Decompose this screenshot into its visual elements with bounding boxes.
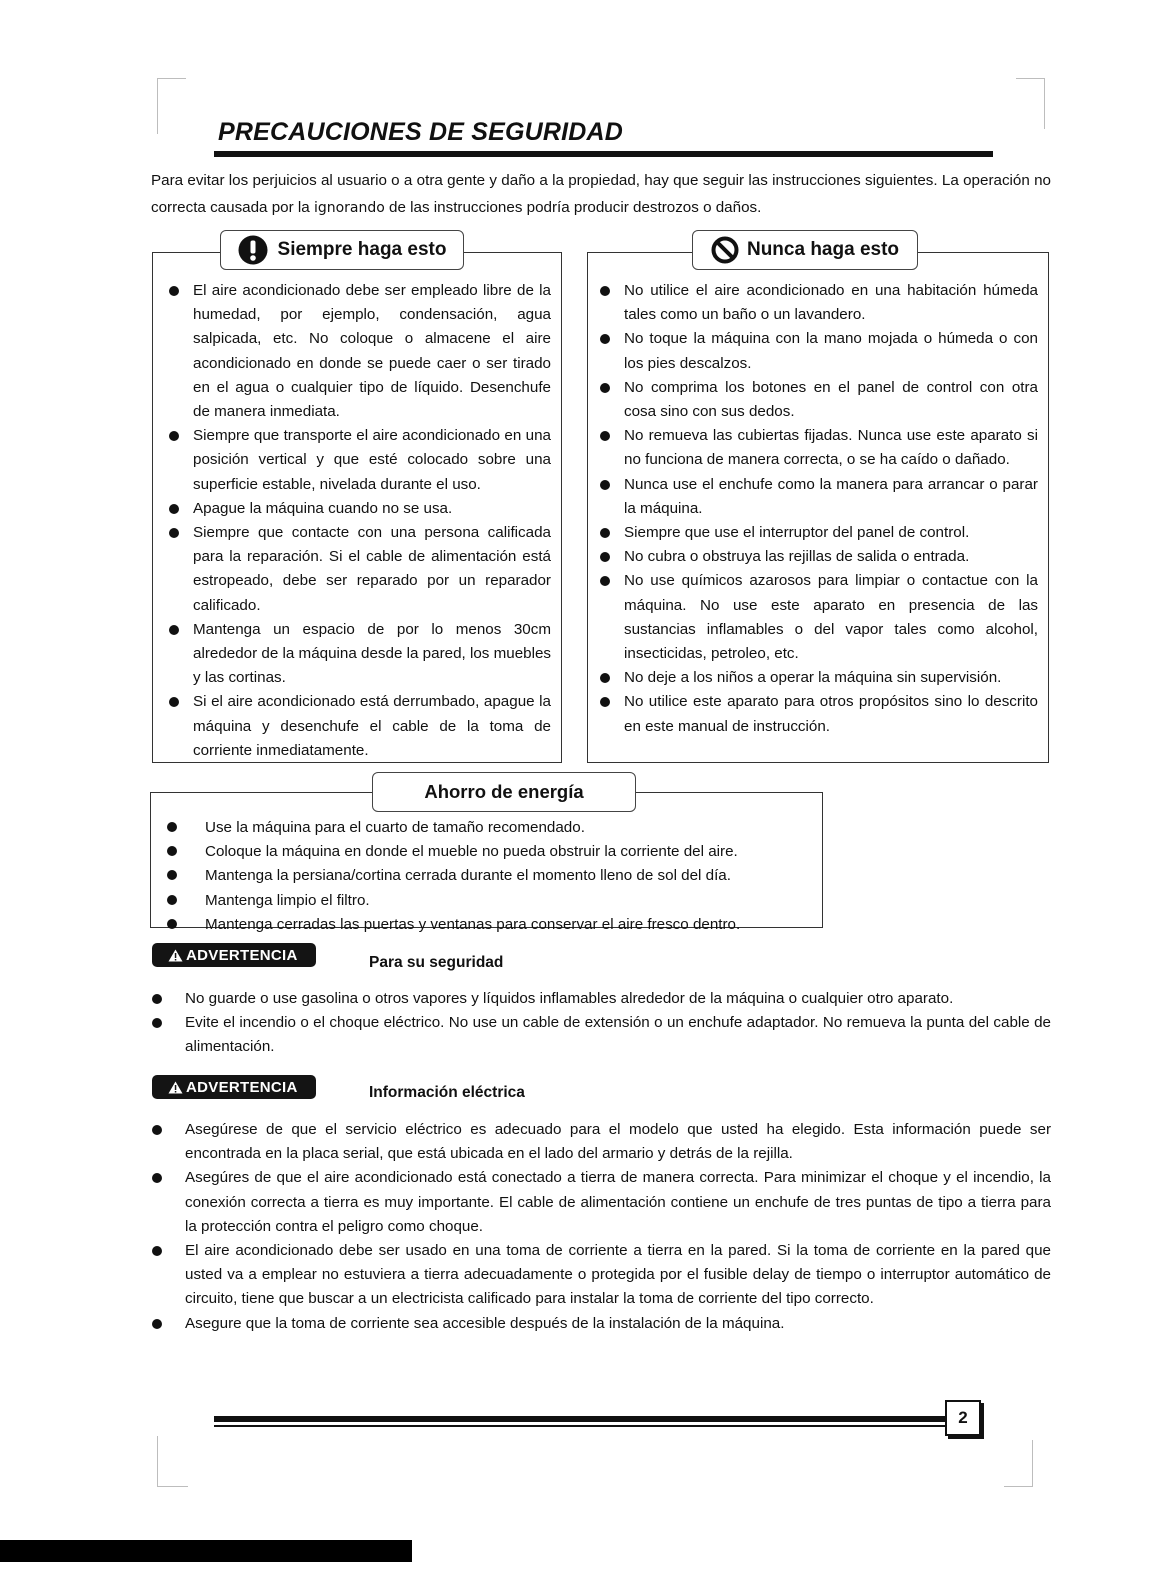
never-box (587, 252, 1049, 763)
warning-heading-electrical: Información eléctrica (369, 1084, 525, 1101)
always-list (165, 279, 551, 763)
always-box-title-text: Siempre haga esto (277, 239, 447, 260)
list-item: Mantenga cerradas las puertas y ventanas para conservar el aire fresco dentro. (163, 913, 813, 937)
page-title: PRECAUCIONES DE SEGURIDAD (218, 118, 624, 146)
list-item: Evite el incendio o el choque eléctrico. No use un cable de extensión o un enchufe adaptador. No remueva la punta del cable de alimentación. (152, 1011, 1051, 1059)
always-box (152, 252, 562, 763)
intro-text-before: Para evitar los perjuicios al usuario o a otra gente y daño a la propiedad, hay que seguir las instrucciones siguientes. La operación no correcta causada por la (151, 172, 1051, 216)
energy-box-title (372, 772, 636, 812)
list-item: No comprima los botones en el panel de control con otra cosa sino con sus dedos. (596, 376, 1038, 424)
list-item: No toque la máquina con la mano mojada o húmeda o con los pies descalzos. (596, 327, 1038, 375)
list-item: No utilice este aparato para otros propósitos sino lo descrito en este manual de instrucción. (596, 690, 1038, 738)
never-list (596, 279, 1038, 739)
list-item: No guarde o use gasolina o otros vapores y líquidos inflamables alrededor de la máquina o cualquier otro aparato. (152, 987, 1051, 1011)
crop-mark-bottom-right (1004, 1440, 1033, 1487)
list-item: El aire acondicionado debe ser empleado libre de la humedad, por ejemplo, condensación, agua salpicada, etc. No coloque o almacene el aire acondicionado en donde se puede caer o ser tirado en el agua o cualquier tipo de líquido. Desenchufe de manera inmediata. (165, 279, 551, 424)
warning-badge (152, 943, 316, 967)
list-item: Mantenga un espacio de por lo menos 30cm alrededor de la máquina desde la pared, los muebles y las cortinas. (165, 618, 551, 691)
prohibited-icon (711, 236, 739, 264)
warning-heading-safety: Para su seguridad (369, 954, 504, 971)
footer-rule (214, 1416, 947, 1422)
intro-text-after: de las instrucciones podría producir destrozos o daños. (384, 199, 762, 216)
list-item: Siempre que transporte el aire acondicionado en una posición vertical y que esté colocado sobre una superficie estable, nivelada durante el uso. (165, 424, 551, 497)
warning-triangle-icon (168, 949, 183, 962)
footer-rule-thin (214, 1425, 947, 1427)
crop-mark-top-left (157, 78, 186, 134)
list-item: Asegure que la toma de corriente sea accesible después de la instalación de la máquina. (152, 1312, 1051, 1336)
list-item: No cubra o obstruya las rejillas de salida o entrada. (596, 545, 1038, 569)
warning-badge-text: ADVERTENCIA (186, 946, 298, 964)
list-item: Asegúres de que el aire acondicionado está conectado a tierra de manera correcta. Para minimizar el choque y el incendio, la conexión correcta a tierra es muy importante. El cable de alimentación contiene un enchufe de tres puntas de tipo a tierra para la protección contra el peligro como choque. (152, 1166, 1051, 1239)
list-item: Siempre que use el interruptor del panel de control. (596, 521, 1038, 545)
exclamation-icon (238, 235, 268, 265)
never-box-title (692, 230, 918, 270)
list-item: No use químicos azarosos para limpiar o contactue con la máquina. No use este aparato en presencia de las sustancias inflamables o del vapor tales como alcohol, insecticidas, petroleo, etc. (596, 569, 1038, 666)
energy-box (150, 792, 823, 933)
warning-badge-text: ADVERTENCIA (186, 1078, 298, 1096)
warning-badge (152, 1075, 316, 1099)
crop-mark-top-right (1016, 78, 1045, 129)
energy-list (163, 816, 813, 937)
list-item: Mantenga limpio el filtro. (163, 889, 813, 913)
list-item: Si el aire acondicionado está derrumbado, apague la máquina y desenchufe el cable de la toma de corriente inmediatamente. (165, 690, 551, 763)
list-item: Mantenga la persiana/cortina cerrada durante el momento lleno de sol del día. (163, 864, 813, 888)
crop-mark-bottom-left (157, 1436, 188, 1487)
page-number: 2 (945, 1400, 981, 1436)
list-item: No deje a los niños a operar la máquina sin supervisión. (596, 666, 1038, 690)
intro-paragraph (151, 167, 1051, 222)
list-item: Apague la máquina cuando no se usa. (165, 497, 551, 521)
energy-box-title-text: Ahorro de energía (424, 781, 584, 802)
list-item: No utilice el aire acondicionado en una habitación húmeda tales como un baño o un lavandero. (596, 279, 1038, 327)
list-item: Nunca use el enchufe como la manera para arrancar o parar la máquina. (596, 473, 1038, 521)
never-box-title-text: Nunca haga esto (746, 239, 900, 260)
warning-triangle-icon (168, 1081, 183, 1094)
list-item: Use la máquina para el cuarto de tamaño recomendado. (163, 816, 813, 840)
warning-safety-list (152, 987, 1051, 1060)
always-box-title (220, 230, 464, 270)
list-item: Asegúrese de que el servicio eléctrico es adecuado para el modelo que usted ha elegido. Esta información puede ser encontrada en la placa serial, que está ubicada en el lado del armario y detrás de la rejilla. (152, 1118, 1051, 1166)
title-underline (214, 151, 993, 157)
list-item: El aire acondicionado debe ser usado en una toma de corriente a tierra en la pared. Si la toma de corriente en la pared que usted va a emplear no estuviera a tierra adecuadamente o protegida por el fusible delay de tiempo o interruptor automático de circuito, tiene que buscar a un electricista calificado para instalar la toma de corriente del tipo correcto. (152, 1239, 1051, 1312)
list-item: Coloque la máquina en donde el mueble no pueda obstruir la corriente del aire. (163, 840, 813, 864)
list-item: No remueva las cubiertas fijadas. Nunca use este aparato si no funciona de manera correcta, o se ha caído o dañado. (596, 424, 1038, 472)
intro-inserted-word: ignorando (313, 200, 385, 216)
scan-edge-bar (0, 1540, 412, 1562)
list-item: Siempre que contacte con una persona calificada para la reparación. Si el cable de alimentación está estropeado, debe ser reparado por un reparador calificado. (165, 521, 551, 618)
warning-electrical-list (152, 1118, 1051, 1336)
